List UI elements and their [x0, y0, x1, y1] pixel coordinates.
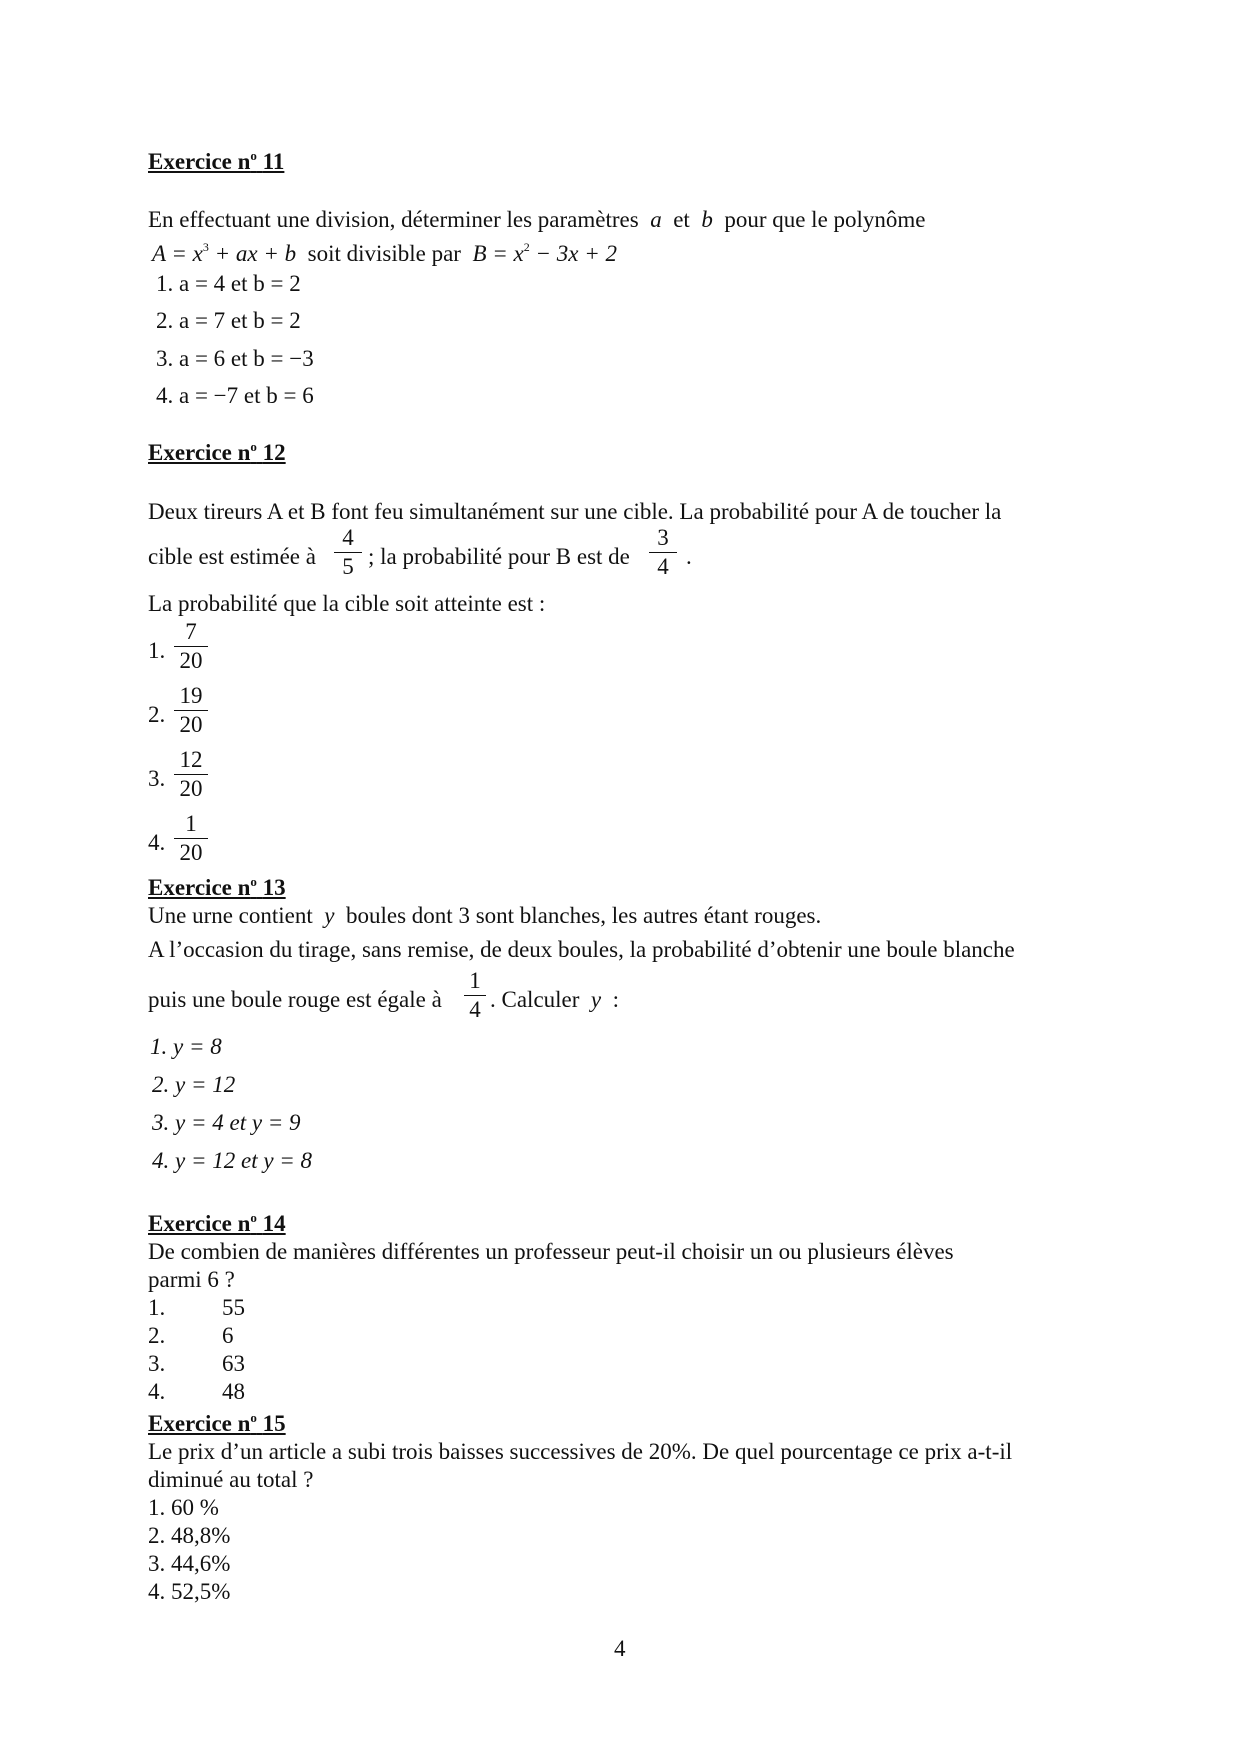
- exercise-13-statement-line1: Une urne contient y boules dont 3 sont blanches, les autres étant rouges.: [148, 903, 822, 928]
- exercise-14-option-label: 4.: [148, 1379, 166, 1404]
- exercise-14-option-value: 55: [222, 1295, 245, 1320]
- exercise-12-option-label: 4.: [148, 830, 166, 855]
- exercise-13-statement-line3a: puis une boule rouge est égale à: [148, 987, 442, 1012]
- exercise-13-title: Exercice $n^o$ 13: [148, 874, 286, 900]
- exercise-11-title: Exercice $n^o$ 11: [148, 148, 285, 174]
- fraction-four-fifths: 4 5: [334, 525, 362, 580]
- exercise-12-option-label: 2.: [148, 702, 166, 727]
- exercise-11-option: 2. a = 7 et b = 2: [156, 308, 301, 333]
- exercise-14-option-label: 2.: [148, 1323, 166, 1348]
- exercise-12-option-fraction: 7 20: [174, 619, 208, 674]
- exercise-15-title: Exercice $n^o$ 15: [148, 1410, 286, 1436]
- exercise-11-statement-line1: En effectuant une division, déterminer les paramètres a et b pour que le polynôme: [148, 207, 926, 232]
- exercise-14-option-value: 6: [222, 1323, 234, 1348]
- exercise-13-statement-line2: A l’occasion du tirage, sans remise, de deux boules, la probabilité d’obtenir une boule blanche: [148, 937, 1015, 962]
- fraction-three-quarters: 3 4: [649, 525, 677, 580]
- exercise-13-option: 1. y = 8: [150, 1034, 222, 1059]
- exercise-12-option-fraction: 12 20: [174, 747, 208, 802]
- exercise-12-option-fraction: 19 20: [174, 683, 208, 738]
- exercise-13-option: 2. y = 12: [152, 1072, 236, 1097]
- exercise-11-option: 3. a = 6 et b = −3: [156, 346, 314, 371]
- exercise-15-option: 3. 44,6%: [148, 1551, 231, 1576]
- fraction-one-quarter: 1 4: [464, 968, 486, 1023]
- exercise-13-statement-line3b: . Calculer y :: [490, 987, 620, 1012]
- exercise-12-statement-line2b: ; la probabilité pour B est de: [368, 544, 630, 569]
- exercise-11-option: 4. a = −7 et b = 6: [156, 383, 314, 408]
- exercise-12-option-label: 3.: [148, 766, 166, 791]
- exercise-13-option: 4. y = 12 et y = 8: [152, 1148, 313, 1173]
- exercise-12-title: Exercice $n^o$ 12: [148, 439, 286, 465]
- exercise-11-statement-line2: $A = x^3$ + ax + b soit divisible par $B = x^2 - 3x + 2$: [152, 240, 617, 266]
- exercise-14-option-label: 3.: [148, 1351, 166, 1376]
- exercise-14-statement-line2: parmi 6 ?: [148, 1267, 235, 1292]
- page-number: 4: [614, 1636, 626, 1661]
- exercise-12-option-label: 1.: [148, 638, 166, 663]
- exercise-12-statement-line2a: cible est estimée à: [148, 544, 316, 569]
- exercise-15-statement-line1: Le prix d’un article a subi trois baisses successives de 20%. De quel pourcentage ce prix a-t-il: [148, 1439, 1013, 1464]
- exercise-12-statement-line1: Deux tireurs A et B font feu simultanément sur une cible. La probabilité pour A de toucher la: [148, 499, 1002, 524]
- exercise-15-option: 1. 60 %: [148, 1495, 219, 1520]
- exercise-14-option-label: 1.: [148, 1295, 166, 1320]
- exercise-15-option: 4. 52,5%: [148, 1579, 231, 1604]
- exercise-14-title: Exercice $n^o$ 14: [148, 1210, 286, 1236]
- exercise-12-statement-period: .: [686, 544, 692, 569]
- exercise-14-option-value: 63: [222, 1351, 245, 1376]
- exercise-14-option-value: 48: [222, 1379, 245, 1404]
- exercise-15-statement-line2: diminué au total ?: [148, 1467, 314, 1492]
- exercise-15-option: 2. 48,8%: [148, 1523, 231, 1548]
- exercise-13-option: 3. y = 4 et y = 9: [152, 1110, 301, 1135]
- exercise-12-option-fraction: 1 20: [174, 811, 208, 866]
- exercise-12-statement-line3: La probabilité que la cible soit atteinte est :: [148, 591, 546, 616]
- exercise-11-option: 1. a = 4 et b = 2: [156, 271, 301, 296]
- exercise-14-statement-line1: De combien de manières différentes un professeur peut-il choisir un ou plusieurs élèves: [148, 1239, 954, 1264]
